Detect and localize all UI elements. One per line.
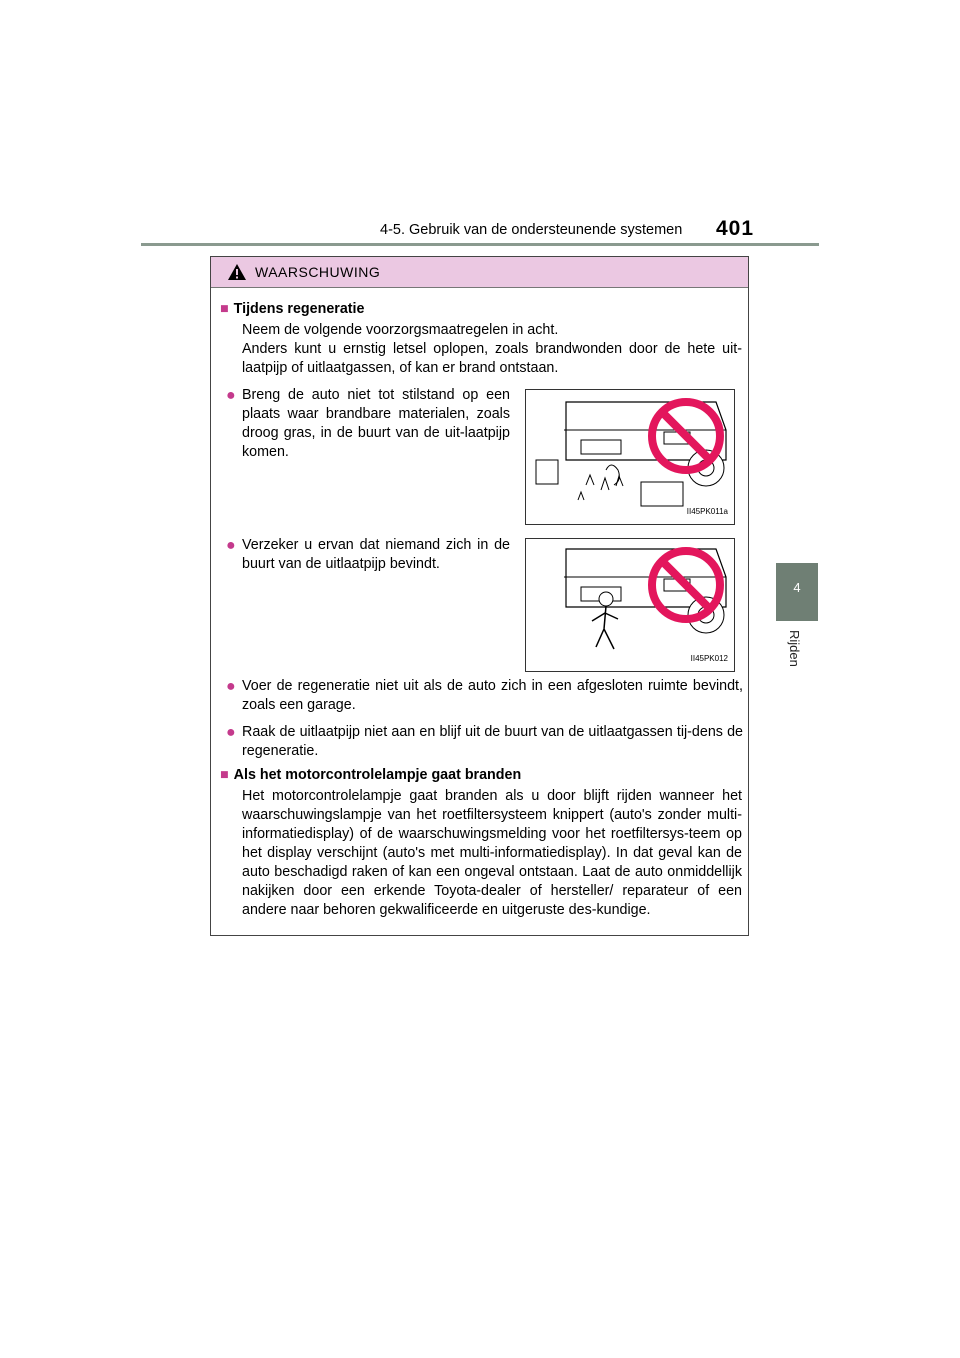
section-title: 4-5. Gebruik van de ondersteunende systemen xyxy=(380,222,683,238)
bullet-icon: ● xyxy=(226,387,236,404)
warning-header xyxy=(211,257,748,288)
header-divider xyxy=(141,243,819,246)
illustration-flammable-grass xyxy=(525,389,735,525)
chapter-tab xyxy=(776,563,818,621)
list-item: ● Voer de regeneratie niet uit als de auto zich in een afgesloten ruimte bevindt, zoals een garage. xyxy=(226,678,743,713)
bullet-icon: ● xyxy=(226,678,236,695)
square-bullet-icon: ■ xyxy=(220,301,229,317)
illustration-person-at-exhaust xyxy=(525,538,735,672)
list-item: ● Verzeker u ervan dat niemand zich in de buurt van de uitlaatpijp bevindt. xyxy=(226,537,510,572)
list-item: ● Breng de auto niet tot stilstand op een plaats waar brandbare materialen, zoals droog gras, in de buurt van de uit-laatpijp komen. xyxy=(226,387,510,460)
warning-triangle-icon xyxy=(227,263,247,281)
warning-title: WAARSCHUWING xyxy=(255,264,381,280)
body-paragraph: Het motorcontrolelampje gaat branden als u door blijft rijden wanneer het waarschuwingslampje van het roetfiltersysteem knippert (auto's zonder multi-informatiedisplay) of de waarschuwingsmelding voor het roetfiltersys-teem op het display verschijnt (auto's met multi-informatiedisplay). In dat geval kan de auto beschadigd raken of kan een ongeval ontstaan. Laat de auto onmiddellijk nakijken door een erkende Toyota-dealer of hersteller/ reparateur of een andere naar behoren gekwalificeerde en uitgeruste des-kundige. xyxy=(242,788,742,918)
chapter-number: 4 xyxy=(793,580,801,595)
page-number: 401 xyxy=(716,217,755,240)
chapter-label: Rijden xyxy=(787,630,802,667)
intro-paragraph: Anders kunt u ernstig letsel oplopen, zoals brandwonden door de hete uit-laatpijp of uitlaatgassen, of kan er brand ontstaan. xyxy=(242,341,742,376)
list-item: ● Raak de uitlaatpijp niet aan en blijf uit de buurt van de uitlaatgassen tij-dens de regeneratie. xyxy=(226,724,743,759)
section-heading: ■ Tijdens regeneratie xyxy=(220,301,365,317)
bullet-icon: ● xyxy=(226,724,236,741)
figure-caption: II45PK012 xyxy=(690,654,728,663)
warning-box xyxy=(210,256,749,936)
figure-caption: II45PK011a xyxy=(686,507,728,516)
section-heading: ■ Als het motorcontrolelampje gaat branden xyxy=(220,767,522,783)
intro-line: Neem de volgende voorzorgsmaatregelen in acht. xyxy=(242,322,559,338)
square-bullet-icon: ■ xyxy=(220,767,229,783)
bullet-icon: ● xyxy=(226,537,236,554)
